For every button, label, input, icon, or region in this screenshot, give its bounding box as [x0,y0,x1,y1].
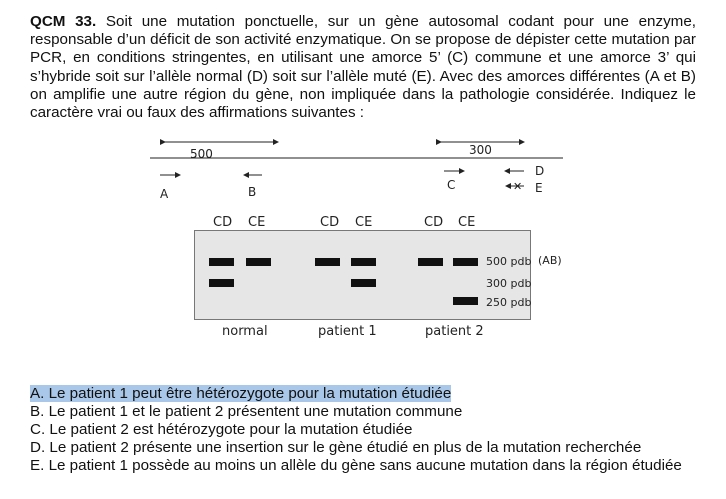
option-b[interactable] [30,403,696,421]
gel-band [453,258,478,266]
options-list [30,385,696,475]
option-c-text: C. Le patient 2 est hétérozygote pour la mutation étudiée [30,421,413,438]
gel [194,230,531,320]
lane-label: CD [424,215,444,230]
option-e-text: E. Le patient 1 possède au moins un allèle du gène sans aucune mutation dans la région étudiée [30,457,682,474]
gel-band [351,279,376,287]
question-number: QCM 33. [30,13,97,30]
primer-c-label: C [447,178,456,192]
primer-e-label: E [535,181,543,195]
size-250-label: 250 pdb [486,296,532,309]
lane-label: CE [458,215,476,230]
primer-a-label: A [160,187,169,201]
option-a[interactable] [30,385,696,403]
gel-band [453,297,478,305]
gel-band [209,258,234,266]
lane-label: CE [355,215,373,230]
primer-b-label: B [248,185,257,199]
option-d-text: D. Le patient 2 présente une insertion sur le gène étudié en plus de la mutation recherchée [30,439,642,456]
option-c[interactable] [30,421,696,439]
ab-note: (AB) [538,254,562,267]
group-label-normal: normal [222,324,268,339]
length-500-label: 500 [190,147,213,161]
gel-band [209,279,234,287]
mutation-cross-icon: ✕ [513,180,523,193]
group-label-patient-1: patient 1 [318,324,377,339]
option-d[interactable] [30,439,696,457]
size-500-label: 500 pdb [486,255,532,268]
size-300-label: 300 pdb [486,277,532,290]
question-body: Soit une mutation ponctuelle, sur un gène autosomal codant pour une enzyme, responsable d’un déficit de son activité enzymatique. On se propose de dépister cette mutation par PCR, en conditions stringentes, en utilisant une amorce 5’ (C) commune et une amorce 3’ qui s’hybride soit sur l’allèle normal (D) soit sur l’allèle muté (E). Avec des amorces différentes (A et B) on amplifie une autre région du gène, non impliquée dans la pathologie considérée. Indiquez le caractère vrai ou faux des affirmations suivantes : [30,13,696,122]
gel-band [246,258,271,266]
gel-band [418,258,443,266]
option-b-text: B. Le patient 1 et le patient 2 présentent une mutation commune [30,403,463,420]
length-300-label: 300 [469,143,492,157]
lane-label: CD [320,215,340,230]
lane-label: CE [248,215,266,230]
primer-d-label: D [535,164,545,178]
gel-band [351,258,376,266]
lane-label: CD [213,215,233,230]
option-e[interactable] [30,457,696,475]
group-label-patient-2: patient 2 [425,324,484,339]
option-a-text: A. Le patient 1 peut être hétérozygote pour la mutation étudiée [30,385,452,402]
gel-band [315,258,340,266]
